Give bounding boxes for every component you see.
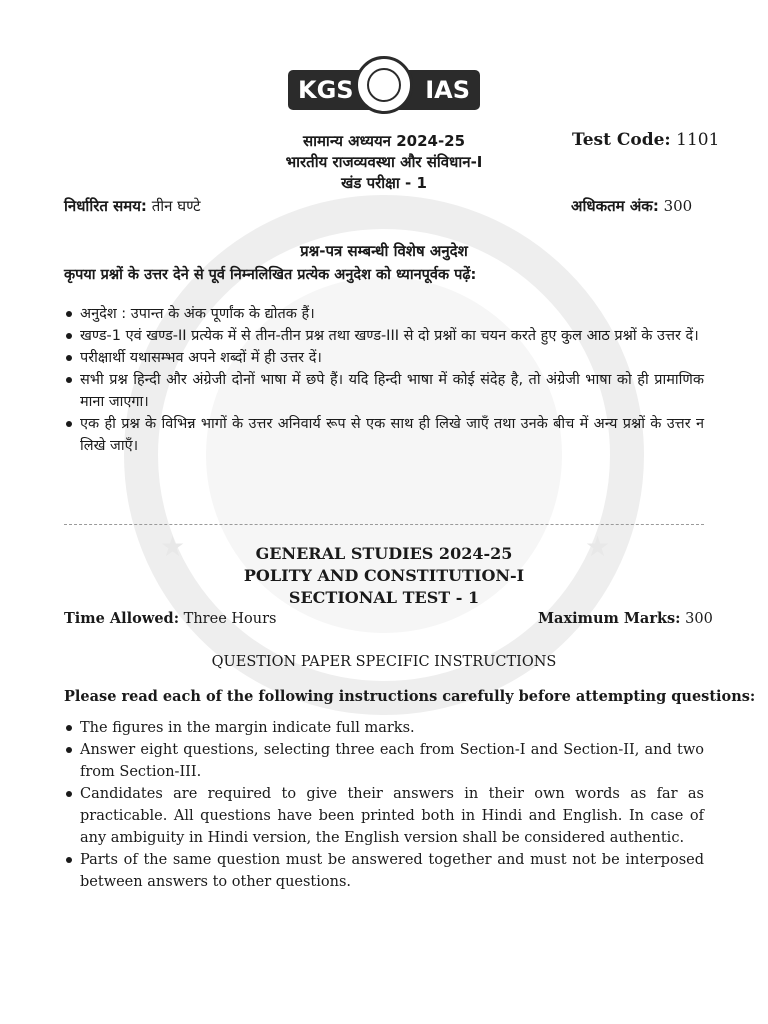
english-time <box>64 610 276 627</box>
test-code <box>572 130 719 150</box>
english-marks <box>538 610 713 627</box>
list-item: Parts of the same question must be answered together and must not be interposed between answers to other questions. <box>64 849 704 893</box>
list-item: The figures in the margin indicate full marks. <box>64 717 704 739</box>
logo-left-text: KGS <box>298 76 354 104</box>
english-instruction-heading: QUESTION PAPER SPECIFIC INSTRUCTIONS <box>211 654 557 670</box>
english-instruction-intro: Please read each of the following instructions carefully before attempting questions: <box>64 688 756 705</box>
hindi-marks-value: 300 <box>663 197 693 215</box>
hindi-time <box>64 196 201 217</box>
logo-seal-icon <box>355 56 413 114</box>
test-code-label: Test Code: <box>572 130 671 150</box>
hindi-instruction-heading: प्रश्न-पत्र सम्बन्धी विशेष अनुदेश <box>300 242 468 260</box>
watermark-star-icon: ★ <box>585 530 611 563</box>
list-item: Candidates are required to give their answers in their own words as far as practicable. All questions have been printed both in Hindi and English. In case of any ambiguity in Hindi version, the English version shall be considered authentic. <box>64 783 704 849</box>
hindi-test: खंड परीक्षा - 1 <box>341 174 427 192</box>
english-marks-label: Maximum Marks: <box>538 610 681 627</box>
hindi-time-label: निर्धारित समय: <box>64 197 147 215</box>
hindi-paper: भारतीय राजव्यवस्था और संविधान-I <box>285 153 483 171</box>
english-test: SECTIONAL TEST - 1 <box>288 588 480 607</box>
english-instruction-list <box>64 717 704 893</box>
list-item: Answer eight questions, selecting three each from Section-I and Section-II, and two from Section-III. <box>64 739 704 783</box>
english-paper: POLITY AND CONSTITUTION-I <box>243 566 525 585</box>
hindi-subject: सामान्य अध्ययन 2024-25 <box>302 132 466 150</box>
watermark-star-icon: ★ <box>160 530 186 563</box>
english-time-label: Time Allowed: <box>64 610 180 627</box>
list-item: अनुदेश : उपान्त के अंक पूर्णांक के द्योतक हैं। <box>64 303 704 325</box>
section-divider <box>64 524 704 525</box>
english-time-value: Three Hours <box>183 611 277 627</box>
hindi-instruction-list <box>64 303 704 457</box>
list-item: एक ही प्रश्न के विभिन्न भागों के उत्तर अनिवार्य रूप से एक साथ ही लिखे जाएँ तथा उनके बीच में अन्य प्रश्नों के उत्तर न लिखे जाएँ। <box>64 413 704 457</box>
english-subject: GENERAL STUDIES 2024-25 <box>255 544 513 563</box>
hindi-marks-label: अधिकतम अंक: <box>571 197 659 215</box>
list-item: खण्ड-1 एवं खण्ड-II प्रत्येक में से तीन-तीन प्रश्न तथा खण्ड-III से दो प्रश्नों का चयन करते हुए कुल आठ प्रश्नों के उत्तर दें। <box>64 325 704 347</box>
list-item: परीक्षार्थी यथासम्भव अपने शब्दों में ही उत्तर दें। <box>64 347 704 369</box>
hindi-time-value: तीन घण्टे <box>151 197 201 215</box>
logo-right-text: IAS <box>425 76 470 104</box>
hindi-instruction-intro: कृपया प्रश्नों के उत्तर देने से पूर्व निम्नलिखित प्रत्येक अनुदेश को ध्यानपूर्वक पढ़ें: <box>64 267 477 283</box>
hindi-marks <box>571 196 692 217</box>
english-marks-value: 300 <box>685 611 713 627</box>
list-item: सभी प्रश्न हिन्दी और अंग्रेजी दोनों भाषा में छपे हैं। यदि हिन्दी भाषा में कोई संदेह है, तो अंग्रेजी भाषा को ही प्रामाणिक माना जाएगा। <box>64 369 704 413</box>
test-code-value: 1101 <box>676 130 720 150</box>
